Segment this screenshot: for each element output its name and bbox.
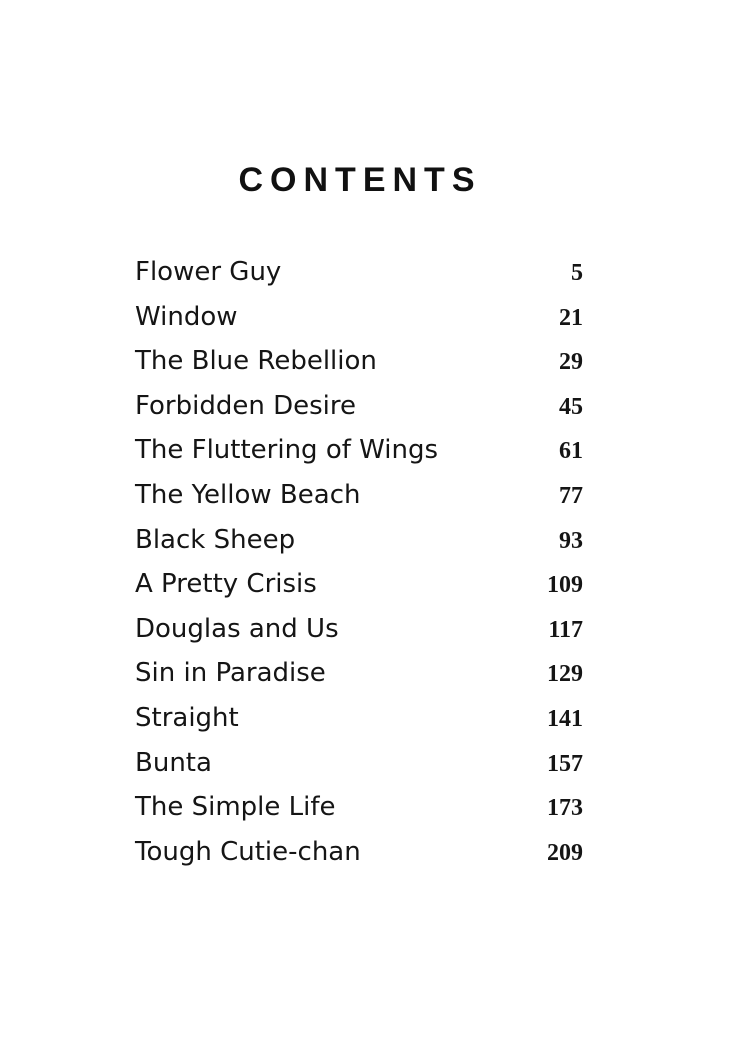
toc-entry	[135, 653, 583, 698]
toc-entry	[135, 341, 583, 386]
toc-entry-page: 129	[547, 661, 583, 688]
toc-entry	[135, 609, 583, 654]
page-title: CONTENTS	[238, 161, 482, 199]
toc-entry-title: The Yellow Beach	[135, 479, 361, 510]
toc-entry	[135, 475, 583, 520]
toc-entry-page: 157	[547, 750, 583, 777]
toc-entry-page: 21	[559, 304, 583, 331]
toc-entry-page: 117	[548, 616, 583, 643]
toc-entry-page: 5	[571, 260, 583, 286]
toc-entry	[135, 430, 583, 475]
toc-entry-title: A Pretty Crisis	[135, 569, 317, 600]
toc-entry-title: Douglas and Us	[135, 613, 339, 644]
toc-entry-page: 29	[559, 349, 583, 376]
toc-entry-title: Tough Cutie-chan	[135, 836, 361, 867]
toc-entry	[135, 297, 583, 342]
toc-entry-title: Forbidden Desire	[135, 390, 356, 421]
toc-entry-page: 209	[547, 839, 583, 866]
toc-entry-title: The Simple Life	[135, 792, 336, 823]
toc-entry-title: Black Sheep	[135, 524, 296, 555]
toc-entry-title: Sin in Paradise	[135, 658, 326, 689]
toc-entry-title: The Fluttering of Wings	[135, 435, 439, 466]
toc-entry-title: The Blue Rebellion	[135, 346, 377, 377]
toc-entry-page: 109	[547, 572, 583, 599]
toc-entry-page: 77	[559, 482, 583, 509]
toc-entry	[135, 787, 583, 832]
toc-entry-title: Bunta	[135, 747, 212, 778]
toc-entry	[135, 520, 583, 565]
toc-entry-page: 45	[559, 393, 583, 420]
toc-entry	[135, 743, 583, 788]
toc-entry-page: 93	[559, 527, 583, 554]
table-of-contents	[135, 252, 583, 876]
toc-entry-page: 141	[547, 705, 583, 732]
toc-entry-title: Window	[135, 301, 238, 332]
toc-entry-page: 61	[559, 438, 583, 465]
toc-entry	[135, 564, 583, 609]
toc-entry	[135, 832, 583, 877]
toc-entry-title: Straight	[135, 702, 239, 733]
toc-entry-title: Flower Guy	[135, 257, 282, 287]
toc-entry	[135, 698, 583, 743]
toc-entry	[135, 386, 583, 431]
toc-entry	[135, 252, 583, 297]
toc-entry-page: 173	[547, 795, 583, 822]
